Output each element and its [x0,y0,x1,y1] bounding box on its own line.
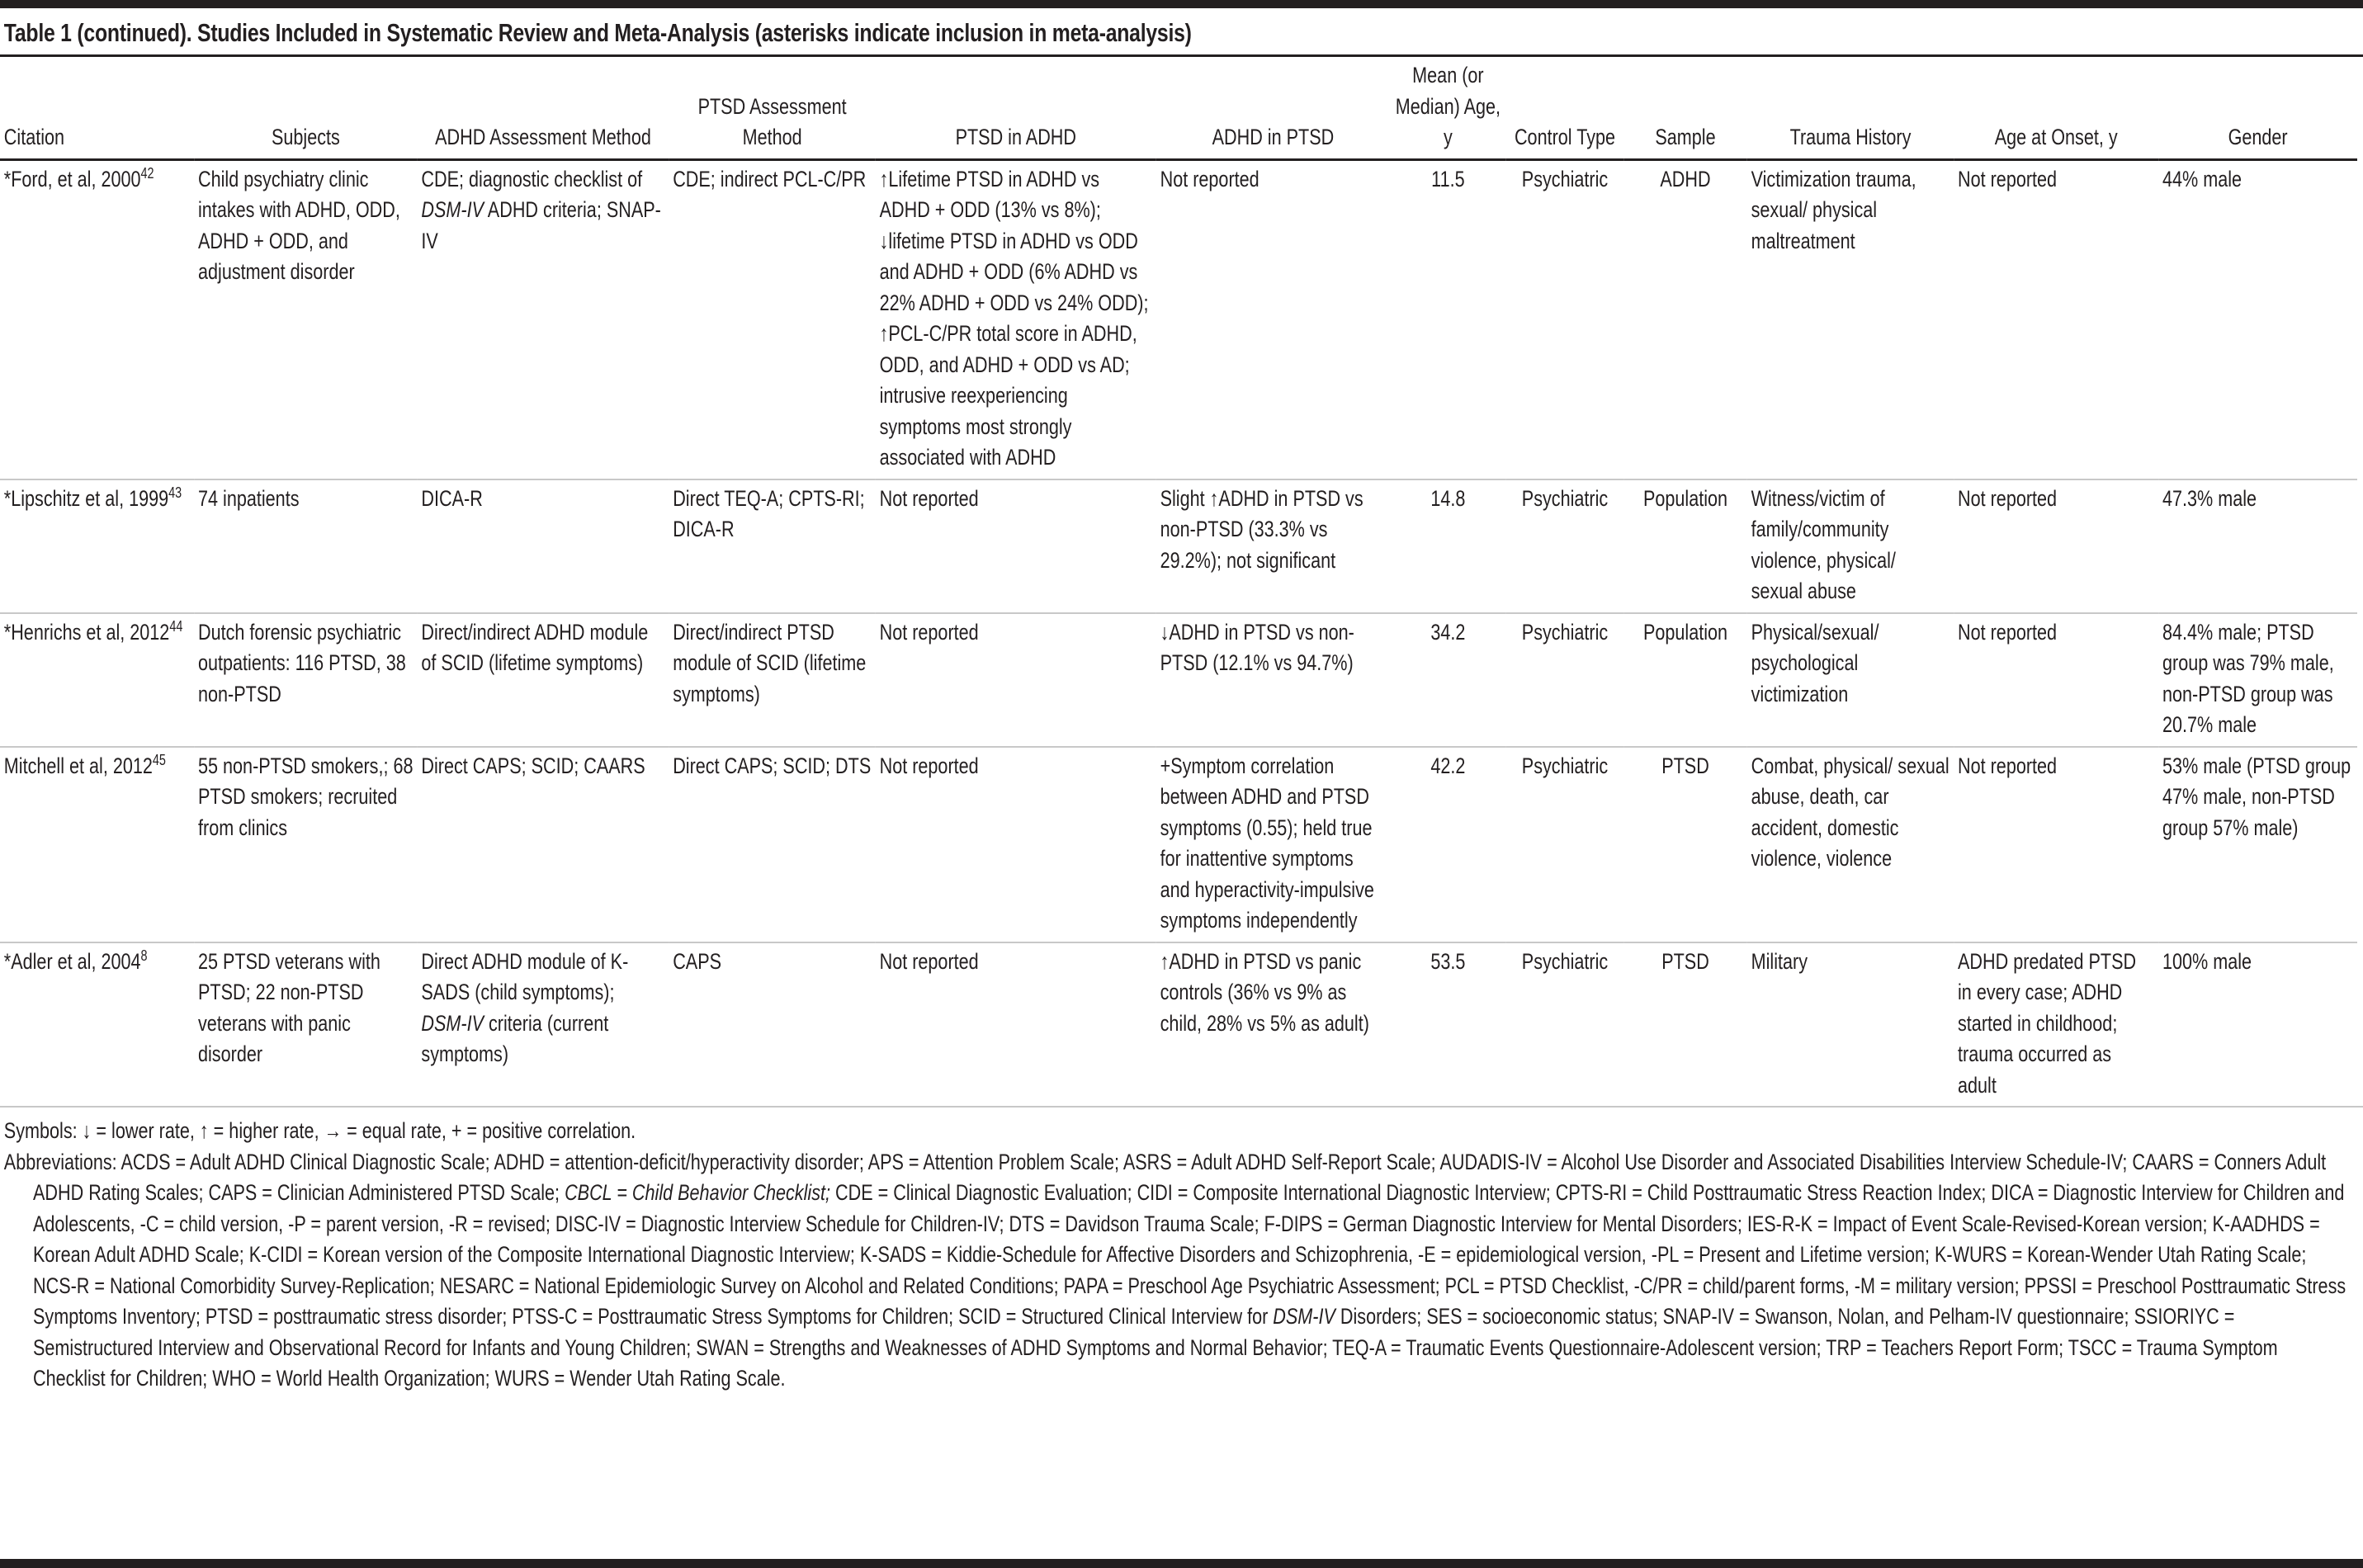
cell-ptsd-method: Direct CAPS; SCID; DTS [669,747,875,942]
cell-sample: Population [1623,613,1747,747]
cell-trauma: Physical/sexual/ psychological victimization [1747,613,1954,747]
italic-text: CBCL = Child Behavior Checklist; [565,1180,831,1205]
cell-trauma: Witness/victim of family/community violence, physical/ sexual abuse [1747,479,1954,613]
cell-age: 42.2 [1390,747,1506,942]
column-header-adhd-in-ptsd: ADHD in PTSD [1156,57,1390,159]
cell-control: Psychiatric [1506,479,1623,613]
cell-adhd-method [418,942,669,1107]
cell-adhd-method: Direct CAPS; SCID; CAARS [418,747,669,942]
cell-trauma: Military [1751,948,1808,974]
reference-number: 8 [140,947,148,964]
cell-adhd-method [418,159,669,479]
column-header-gender: Gender [2158,57,2357,159]
column-header-onset: Age at Onset, y [1954,57,2158,159]
table-title: Table 1 (continued). Studies Included in Systematic Review and Meta-Analysis (asterisks indicate inclusion in meta-analysis) [3,18,1192,47]
citation-text: *Henrichs et al, 2012 [3,619,170,645]
cell-ptsd-method: Direct TEQ-A; CPTS-RI; DICA-R [669,479,875,613]
cell-age: 14.8 [1390,479,1506,613]
column-header-age: Mean (or Median) Age, y [1390,57,1506,159]
citation-text: *Ford, et al, 2000 [3,166,141,191]
cell-adhd-in-ptsd: Slight ↑ADHD in PTSD vs non-PTSD (33.3% vs 29.2%); not significant [1156,479,1390,613]
text-segment: ADHD criteria; SNAP-IV [421,197,661,253]
cell-sample: Population [1623,479,1747,613]
italic-text: DSM-IV [421,1010,484,1036]
cell-adhd-in-ptsd: +Symptom correlation between ADHD and PTSD symptoms (0.55); held true for inattentive symptoms and hyperactivity-impulsive symptoms independently [1156,747,1390,942]
cell-adhd-in-ptsd: ↓ADHD in PTSD vs non-PTSD (12.1% vs 94.7%) [1156,613,1390,747]
reference-number: 44 [169,617,183,635]
column-header-subjects: Subjects [194,57,417,159]
cell-adhd-method: DICA-R [418,479,669,613]
symbols-note: Symbols: ↓ = lower rate, ↑ = higher rate, → = equal rate, + = positive correlation. [3,1118,636,1143]
text-segment: Disorders; SES = socioeconomic status; SNAP-IV = Swanson, Nolan, and Pelham-IV questionnaire; SSIORIYC = Semistructured Interview and Observational Record for Infants and Young Children; SWAN = Strengths and Weaknesses of ADHD Symptoms and Normal Behavior; TEQ-A = Traumatic Events Questionnaire-Adolescent version; TRP = Teachers Report Form; TSCC = Trauma Symptom Checklist for Children; WHO = World Health Organization; WURS = Wender Utah Rating Scale. [33,1304,2278,1391]
reference-number: 45 [152,751,166,768]
table-row [0,613,2357,747]
cell-subjects: Child psychiatry clinic intakes with ADHD, ODD, ADHD + ODD, and adjustment disorder [194,159,417,479]
cell-age: 53.5 [1430,948,1466,974]
cell-gender: 53% male (PTSD group 47% male, non-PTSD group 57% male) [2158,747,2357,942]
column-header-ptsd-in-adhd: PTSD in ADHD [876,57,1156,159]
column-header-trauma: Trauma History [1747,57,1954,159]
table-notes [0,1108,2363,1395]
table-row [0,747,2357,942]
cell-control: Psychiatric [1506,159,1623,479]
column-header-sample: Sample [1623,57,1747,159]
reference-number: 43 [168,484,182,501]
text-segment: CDE; diagnostic checklist of [421,166,643,191]
cell-sample: ADHD [1623,159,1747,479]
column-header-citation: Citation [0,57,194,159]
text-segment: criteria (current symptoms) [421,1010,609,1066]
citation-text: *Adler et al, 2004 [3,948,141,974]
text-segment: CDE = Clinical Diagnostic Evaluation; CIDI = Composite International Diagnostic Interview; CPTS-RI = Child Posttraumatic Stress Reaction Index; DICA = Diagnostic Interview for Children and Adolescents, -C = child version, -P = parent version, -R = revised; DISC-IV = Diagnostic Interview Schedule for Children-IV; DTS = Davidson Trauma Scale; F-DIPS = German Diagnostic Interview for Mental Disorders; IES-R-K = Impact of Event Scale-Revised-Korean version; K-AADHDS = Korean Adult ADHD Scale; K-CIDI = Korean version of the Composite International Diagnostic Interview; K-SADS = Kiddie-Schedule for Affective Disorders and Schizophrenia, -E = epidemiological version, -PL = Present and Lifetime version; K-WURS = Korean-Wender Utah Rating Scale; NCS-R = National Comorbidity Survey-Replication; NESARC = National Epidemiologic Survey on Alcohol and Related Conditions; PAPA = Preschool Age Psychiatric Assessment; PCL = PTSD Checklist, -C/PR = child/parent forms, -M = military version; PPSSI = Preschool Posttraumatic Stress Symptoms Inventory; PTSD = posttraumatic stress disorder; PTSS-C = Posttraumatic Stress Symptoms for Children; SCID = Structured Clinical Interview for [33,1180,2346,1329]
cell-onset: Not reported [1954,479,2158,613]
cell-ptsd-in-adhd: Not reported [876,747,1156,942]
top-rule [0,0,2363,8]
column-header-control: Control Type [1506,57,1623,159]
cell-gender: 44% male [2158,159,2357,479]
abbreviations-note [4,1147,2347,1395]
column-header-adhd-method: ADHD Assessment Method [418,57,669,159]
column-header-ptsd-method: PTSD Assessment Method [669,57,875,159]
cell-age: 11.5 [1390,159,1506,479]
cell-subjects: 74 inpatients [194,479,417,613]
table-row [0,479,2357,613]
table-row [0,159,2357,479]
cell-subjects: 25 PTSD veterans with PTSD; 22 non-PTSD veterans with panic disorder [198,948,380,1066]
italic-text: DSM-IV [1273,1304,1335,1329]
cell-ptsd-in-adhd: Not reported [876,479,1156,613]
cell-onset: ADHD predated PTSD in every case; ADHD started in childhood; trauma occurred as adult [1958,948,2137,1098]
table-row [0,942,2357,1107]
cell-control: Psychiatric [1506,613,1623,747]
cell-ptsd-in-adhd: Not reported [879,948,979,974]
cell-adhd-method: Direct/indirect ADHD module of SCID (lifetime symptoms) [418,613,669,747]
cell-adhd-in-ptsd: ↑ADHD in PTSD vs panic controls (36% vs 9% as child, 28% vs 5% as adult) [1160,948,1369,1036]
cell-ptsd-method: Direct/indirect PTSD module of SCID (lifetime symptoms) [669,613,875,747]
cell-sample: PTSD [1623,747,1747,942]
cell-citation [0,747,194,942]
italic-text: DSM-IV [421,197,484,222]
cell-age: 34.2 [1390,613,1506,747]
cell-ptsd-method: CAPS [673,948,722,974]
bottom-rule [0,1559,2363,1568]
cell-sample: PTSD [1661,948,1709,974]
cell-gender: 47.3% male [2158,479,2357,613]
cell-citation [0,942,194,1107]
cell-adhd-in-ptsd: Not reported [1156,159,1390,479]
cell-onset: Not reported [1954,747,2158,942]
cell-control: Psychiatric [1521,948,1609,974]
cell-trauma: Victimization trauma, sexual/ physical maltreatment [1747,159,1954,479]
cell-onset: Not reported [1954,159,2158,479]
table-body [0,159,2357,1106]
cell-citation [0,479,194,613]
cell-citation [0,613,194,747]
reference-number: 42 [140,164,154,182]
cell-trauma: Combat, physical/ sexual abuse, death, car accident, domestic violence, violence [1747,747,1954,942]
cell-ptsd-in-adhd: ↑Lifetime PTSD in ADHD vs ADHD + ODD (13% vs 8%); ↓lifetime PTSD in ADHD vs ODD and ADHD + ODD (6% ADHD vs 22% ADHD + ODD vs 24% ODD); ↑PCL-C/PR total score in ADHD, ODD, and ADHD + ODD vs AD; intrusive reexperiencing symptoms most strongly associated with ADHD [876,159,1156,479]
cell-ptsd-in-adhd: Not reported [876,613,1156,747]
cell-control: Psychiatric [1506,747,1623,942]
table-header-row [0,57,2357,159]
cell-citation [0,159,194,479]
citation-text: *Lipschitz et al, 1999 [3,485,169,511]
cell-ptsd-method: CDE; indirect PCL-C/PR [669,159,875,479]
text-segment: Direct ADHD module of K-SADS (child symptoms); [421,948,629,1004]
cell-subjects: Dutch forensic psychiatric outpatients: 116 PTSD, 38 non-PTSD [194,613,417,747]
citation-text: Mitchell et al, 2012 [3,753,153,778]
text-segment: Abbreviations: ACDS = Adult ADHD Clinical Diagnostic Scale; ADHD = attention-deficit/hyperactivity disorder; APS = Attention Problem Scale; ASRS = Adult ADHD Self-Report Scale; AUDADIS-IV = Alcohol Use Disorder and Associated Disabilities Interview Schedule-IV; CAARS = Conners Adult ADHD Rating Scales; CAPS = Clinician Administered PTSD Scale; [3,1149,2327,1205]
cell-onset: Not reported [1954,613,2158,747]
cell-subjects: 55 non-PTSD smokers,; 68 PTSD smokers; recruited from clinics [194,747,417,942]
studies-table [0,57,2357,1106]
cell-gender: 84.4% male; PTSD group was 79% male, non-PTSD group was 20.7% male [2158,613,2357,747]
cell-gender: 100% male [2162,948,2252,974]
